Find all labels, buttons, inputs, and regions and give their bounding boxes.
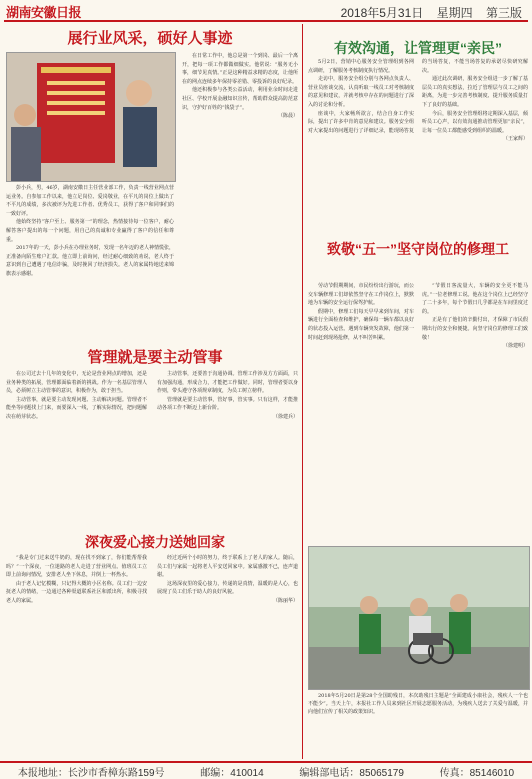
newspaper-masthead: 湖南安徽日报 bbox=[6, 5, 82, 20]
article-2-para-3: 座谈中，大家畅所欲言，结合自身工作实际，提出了许多中肯的意见和建议。服务安全组对大家提出的问题进行了详细记录，能现场答复的当场答复，不能当场答复的承诺尽快研究解决。 bbox=[308, 59, 528, 134]
article-body-3 bbox=[6, 370, 298, 522]
article-body-5 bbox=[308, 282, 528, 540]
footer-postcode: 邮编：410014 bbox=[200, 767, 264, 779]
article-1-para-3: 2017年的一天，彭小兵在办理业务时，发现一名年迈的老人神情慌张，正准备向陌生账户汇款。他立即上前询问，经过耐心细致的劝说，老人终于意识到自己遭遇了电信诈骗，及时挽回了经济损失。老人的家属特地送来锦旗表示感谢。 bbox=[6, 245, 174, 277]
article-4-para-1: “我是专门过来送牛奶的，现在找不到家了，你们能帮帮我吗？”一个深夜，一位迷路的老人走进了营业网点。值班员工立即上前询问情况，安排老人坐下休息，并倒上一杯热水。 bbox=[6, 555, 147, 579]
article-4-para-3: 经过近两个小时的努力，终于联系上了老人的家人。随后，员工们与家属一起将老人平安送回家中。家属感激不已，连声道谢。 bbox=[157, 555, 298, 579]
article-3-para-3: 主动管事，还要善于沟通协调。管理工作涉及方方面面，只有加强沟通，形成合力，才能把工作做好。同时，管理者要以身作则，带头遵守各项规章制度，为员工树立榜样。 bbox=[157, 371, 298, 395]
article-1-para-1: 彭小兵，男，46岁，湖南安徽日主任营业部工作，负责一线营业网点营运业务。自参加工作以来，他立足岗位、爱岗敬业，在平凡的岗位上做出了不平凡的成绩，多次被评为先进工作者、优秀员工，获得了客户和同事们的一致好评。 bbox=[6, 185, 174, 217]
footer-phone: 编辑部电话：85065179 bbox=[299, 767, 404, 779]
photo-caption bbox=[308, 692, 528, 756]
article-4-para-2: 由于老人记忆模糊，只记得大概的小区名称。员工们一边安抚老人的情绪，一边通过各种渠道联系社区和派出所，积极寻找老人的家属。 bbox=[6, 580, 147, 604]
column-divider bbox=[302, 24, 303, 759]
issue-date: 2018年5月31日 bbox=[340, 6, 424, 20]
article-1-para-4: 在日常工作中，他总是第一个到岗、最后一个离开，把每一项工作都做细做实。他常说：“服务无小事，细节见真情。”正是这种精益求精的态度，让他所在的网点连续多年保持零差错、零投诉的良好纪录。 bbox=[182, 53, 298, 85]
article-2-signature: （王家辉） bbox=[502, 136, 528, 143]
volunteer-photo bbox=[308, 546, 530, 690]
issue-info bbox=[331, 4, 522, 21]
footer-fax: 传真：85146010 bbox=[439, 767, 515, 779]
article-5-para-2: 假期中，修理工们每天早早来到车间，对车辆进行全面检查和维护，确保每一辆车都以良好的状态投入运营。遇到车辆突发故障，他们第一时间赶到现场抢修，从不叫苦叫累。 bbox=[308, 308, 414, 341]
article-2-para-1: 5月2日，营销中心服务安全管理组到各网点调研，了解服务考核制度执行情况。 bbox=[308, 59, 414, 74]
article-1-signature: （陈晨） bbox=[277, 113, 298, 120]
award-photo-illustration bbox=[7, 53, 175, 181]
article-5-para-4: 正是有了他们的辛勤付出，才保障了市民假期出行的安全和便捷。向坚守岗位的修理工们致敬！ bbox=[422, 317, 528, 341]
article-body-4 bbox=[6, 554, 298, 754]
article-title-2: 有效沟通，让管理更“亲民” bbox=[334, 40, 502, 56]
article-title-4: 深夜爱心接力送她回家 bbox=[85, 534, 225, 550]
article-body-1a bbox=[6, 184, 174, 337]
article-4-signature: （陈丽华） bbox=[272, 597, 298, 604]
article-body-2 bbox=[308, 58, 528, 236]
page-number: 第三版 bbox=[485, 6, 522, 20]
photo-caption-text: 2018年5月20日是第28个全国助残日，本次助残日主题是“全面建成小康社会，残疾人一个也不能少”。当天上午，本报社工作人员来到社区开展志愿服务活动，为残疾人送去了关爱与温暖，并向他们宣传了相关的政策知识。 bbox=[308, 693, 528, 716]
article-5-signature: （徐建明） bbox=[502, 343, 528, 350]
article-3-para-2: 主动管事，就是要主动发现问题、主动解决问题。管理者不能坐等问题找上门来，而要深入一线，了解实际情况，把问题解决在萌芽状态。 bbox=[6, 396, 147, 420]
article-3-para-4: 管理就是要主动管事，管好事，管实事。只有这样，才能推动各项工作不断迈上新台阶。 bbox=[157, 396, 298, 412]
article-2-para-4: 通过此次调研，服务安全组进一步了解了基层员工的真实想法，拉近了管理层与员工之间的距离，为进一步完善考核制度、提升服务质量打下了良好的基础。 bbox=[422, 76, 528, 108]
article-2-para-2: 走访中，服务安全组分别与各网点负责人、营业员座谈交流，认真听取一线员工对考核制度的意见和建议，并就考核中存在的问题进行了深入的讨论和分析。 bbox=[308, 76, 414, 108]
article-body-1b bbox=[182, 52, 298, 338]
article-4-para-4: 这场深夜里的爱心接力，传递的是真情，温暖的是人心，也展现了员工们乐于助人的良好风貌。 bbox=[157, 580, 298, 596]
article-3-para-1: 在公司过去十几年的变化中，无论是营业网点的增加，还是业务种类的拓展，管理都面临着新的挑战。作为一名基层管理人员，必须树立主动管事的意识，积极作为，敢于担当。 bbox=[6, 371, 147, 395]
article-title-3: 管理就是要主动管事 bbox=[87, 349, 223, 366]
article-title-1: 展行业风采，硕好人事迹 bbox=[67, 30, 233, 47]
article-3-signature: （徐建兵） bbox=[272, 413, 298, 420]
article-title-5: 致敬“五一”坚守岗位的修理工 bbox=[327, 241, 509, 257]
article-1-para-2: 他始终坚持“客户至上、服务第一”的理念，热情接待每一位客户，耐心解答客户提出的每一个问题，用自己的真诚和专业赢得了客户的信任和尊重。 bbox=[6, 219, 174, 243]
page-footer bbox=[0, 761, 532, 779]
award-photo bbox=[6, 52, 176, 182]
footer-address: 本报地址：长沙市香樟东路159号 bbox=[17, 767, 165, 779]
issue-weekday: 星期四 bbox=[436, 6, 473, 20]
header-rule bbox=[4, 20, 528, 22]
article-1-para-5: 他还积极参与各类公益活动，利用业余时间走进社区、学校开展金融知识宣传，帮助群众提高防范意识，守护好百姓的“钱袋子”。 bbox=[182, 87, 298, 111]
article-5-para-3: “节假日客流量大，车辆的安全更不能马虎。”一位老修理工说。他在这个岗位上已经坚守了二十多年，每个节假日几乎都是在车间里度过的。 bbox=[422, 283, 528, 315]
volunteer-photo-illustration bbox=[309, 547, 529, 689]
article-5-para-1: 劳动节假期期间，市民纷纷出行游玩，而公交车辆修理工们却依然坚守在工作岗位上，默默地为车辆的安全运行保驾护航。 bbox=[308, 283, 414, 307]
article-2-para-5: 今后，服务安全管理组将定期深入基层，倾听员工心声，以有效沟通推动管理更加“亲民”，让每一位员工都能感受到组织的温暖。 bbox=[422, 110, 528, 134]
